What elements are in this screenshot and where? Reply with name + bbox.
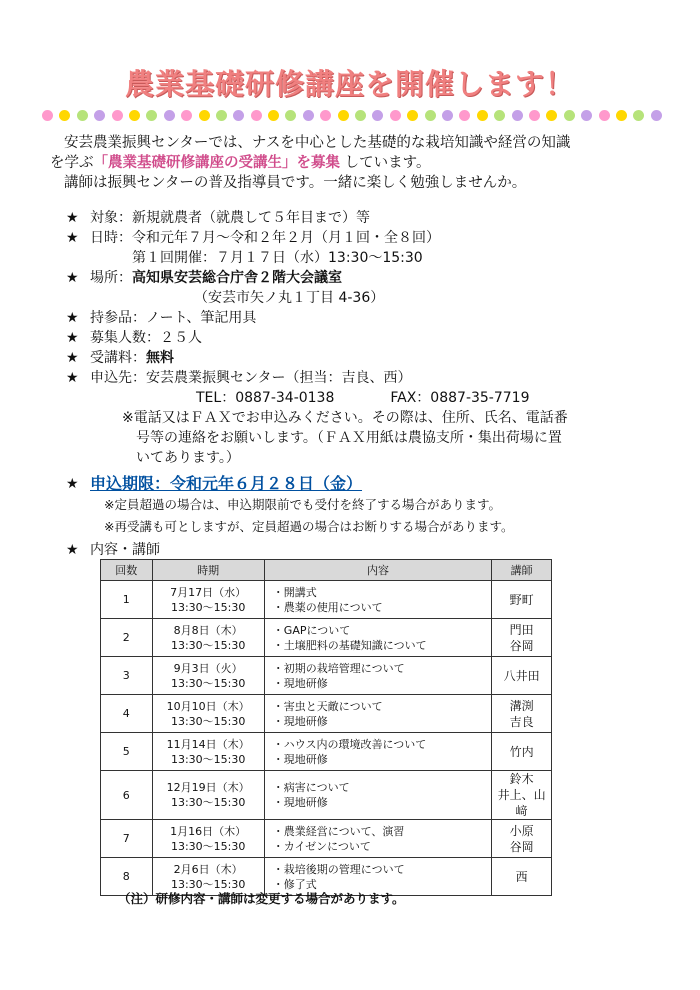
session-period: [152, 657, 264, 695]
dot: [459, 110, 470, 121]
dot: [199, 110, 210, 121]
session-date: 7月17日（水）: [170, 585, 247, 599]
dot: [320, 110, 331, 121]
recruit-highlight: 「農業基礎研修講座の受講生」を募集: [93, 155, 340, 171]
intro-line-1: 安芸農業振興センターでは、ナスを中心とした基礎的な栽培知識や経営の知識: [64, 135, 571, 151]
star-icon: ★: [66, 350, 79, 366]
table-header-row: [101, 560, 552, 581]
session-time: 13:30～15:30: [170, 877, 246, 891]
table-row: [101, 820, 552, 858]
session-number: 4: [101, 695, 153, 733]
star-icon: ★: [66, 230, 79, 246]
dot: [512, 110, 523, 121]
content-line-2: ・現地研修: [272, 752, 328, 766]
session-lecturer: [492, 771, 552, 820]
content-line-1: ・栽培後期の管理について: [272, 862, 405, 876]
session-time: 13:30～15:30: [170, 839, 246, 853]
session-lecturer: [492, 657, 552, 695]
apply-note-3: いてあります。）: [136, 450, 240, 466]
dot: [425, 110, 436, 121]
session-time: 13:30～15:30: [170, 796, 246, 809]
session-number: 2: [101, 619, 153, 657]
session-time: 13:30～15:30: [170, 600, 246, 614]
dot-divider: [42, 110, 662, 122]
session-date: 8月8日（木）: [173, 623, 243, 637]
dot: [285, 110, 296, 121]
content-line-2: ・土壌肥料の基礎知識について: [272, 638, 427, 652]
content-line-1: ・GAPについて: [272, 623, 351, 637]
intro-line-3: 講師は振興センターの普及指導員です。一緒に楽しく勉強しませんか。: [64, 175, 527, 191]
lecturer-line-1: 竹内: [509, 744, 534, 759]
star-icon: ★: [66, 476, 79, 492]
fee-text: 無料: [146, 350, 174, 366]
session-period: [152, 733, 264, 771]
session-content: [264, 820, 492, 858]
dot: [233, 110, 244, 121]
star-icon: ★: [66, 330, 79, 346]
session-number: 6: [101, 771, 153, 820]
content-line-1: ・病害について: [272, 781, 350, 794]
session-lecturer: [492, 820, 552, 858]
lecturer-line-1: 溝渕: [509, 698, 534, 713]
content-line-2: ・修了式: [272, 877, 317, 891]
item-deadline: [66, 474, 686, 494]
dot: [129, 110, 140, 121]
session-number: 1: [101, 581, 153, 619]
dot: [546, 110, 557, 121]
fax-text: FAX：0887-35-7719: [390, 390, 530, 406]
apply-note-2: 号等の連絡をお願いします。（ＦＡＸ用紙は農協支所・集出荷場に置: [136, 430, 562, 446]
item-contact: [66, 388, 686, 408]
dot: [407, 110, 418, 121]
lecturer-line-2: 谷岡: [509, 638, 534, 653]
session-period: [152, 820, 264, 858]
table-row: [101, 657, 552, 695]
intro-line-2-pre: を学ぶ: [50, 155, 94, 171]
star-icon: ★: [66, 542, 79, 558]
fee-label: 受講料：: [90, 350, 146, 366]
session-content: [264, 619, 492, 657]
session-time: 13:30～15:30: [170, 752, 246, 766]
dot: [77, 110, 88, 121]
session-date: 11月14日（木）: [166, 737, 250, 751]
star-icon: ★: [66, 370, 79, 386]
dot: [581, 110, 592, 121]
item-place: [66, 268, 686, 288]
session-lecturer: [492, 581, 552, 619]
header-lecturer: 講師: [492, 560, 552, 581]
dot: [616, 110, 627, 121]
dot: [372, 110, 383, 121]
footnote: （注）研修内容・講師は変更する場合があります。: [118, 891, 405, 906]
table-row: [101, 733, 552, 771]
content-line-2: ・現地研修: [272, 714, 328, 728]
date-text: 日時：令和元年７月～令和２年２月（月１回・全８回）: [90, 230, 440, 246]
deadline-note-2: ※再受講も可としますが、定員超過の場合はお断りする場合があります。: [104, 519, 514, 534]
session-content: [264, 771, 492, 820]
dot: [251, 110, 262, 121]
dot: [494, 110, 505, 121]
dot: [181, 110, 192, 121]
lecturer-line-1: 門田: [509, 622, 534, 637]
session-number: 5: [101, 733, 153, 771]
lecturer-line-1: 鈴木: [509, 772, 534, 786]
lecturer-line-2: 吉良: [509, 714, 534, 729]
content-line-1: ・ハウス内の環境改善について: [272, 737, 427, 751]
intro-line-2-post: しています。: [344, 155, 431, 171]
item-content: [66, 540, 686, 560]
star-icon: ★: [66, 270, 79, 286]
dot: [564, 110, 575, 121]
intro-paragraph: [50, 133, 680, 193]
lecturer-line-2: 谷岡: [509, 839, 534, 854]
lecturer-line-1: 野町: [509, 592, 534, 607]
session-period: [152, 695, 264, 733]
table-row: [101, 695, 552, 733]
table-row: [101, 619, 552, 657]
apply-text: 申込先：安芸農業振興センター（担当：吉良、西）: [90, 370, 412, 386]
lecturer-line-2: 井上、山﨑: [497, 788, 546, 818]
session-date: 1月16日（木）: [170, 824, 247, 838]
item-fee: [66, 348, 686, 368]
content-line-1: ・農業経営について、演習: [272, 824, 405, 838]
item-apply: [66, 368, 686, 388]
session-number: 3: [101, 657, 153, 695]
deadline-note-1: ※定員超過の場合は、申込期限前でも受付を終了する場合があります。: [104, 497, 501, 512]
lecturer-line-1: 八井田: [503, 668, 540, 683]
session-lecturer: [492, 858, 552, 896]
header-content: 内容: [264, 560, 492, 581]
content-line-1: ・害虫と天敵について: [272, 699, 383, 713]
item-date-first: [66, 248, 686, 268]
dot: [59, 110, 70, 121]
session-date: 12月19日（木）: [166, 781, 250, 794]
apply-note-1: ※電話又はＦＡＸでお申込みください。その際は、住所、氏名、電話番: [122, 410, 568, 426]
schedule-table: [100, 559, 552, 896]
header-num: 回数: [101, 560, 153, 581]
session-period: [152, 771, 264, 820]
content-line-1: ・開講式: [272, 585, 317, 599]
table-body: [101, 581, 552, 896]
dot: [355, 110, 366, 121]
session-content: [264, 657, 492, 695]
content-line-2: ・現地研修: [272, 676, 328, 690]
item-bring: [66, 308, 686, 328]
item-date: [66, 228, 686, 248]
session-time: 13:30～15:30: [170, 676, 246, 690]
session-time: 13:30～15:30: [170, 638, 246, 652]
place-label: 場所：: [90, 270, 132, 286]
page-title: 農業基礎研修講座を開催します！: [124, 67, 575, 101]
dot: [338, 110, 349, 121]
lecturer-line-1: 西: [515, 869, 528, 884]
dot: [164, 110, 175, 121]
content-line-2: ・現地研修: [272, 796, 328, 809]
dot: [599, 110, 610, 121]
dot: [303, 110, 314, 121]
capacity-text: 募集人数：２５人: [90, 330, 202, 346]
session-date: 2月6日（木）: [173, 862, 243, 876]
deadline-text: 申込期限：令和元年６月２８日（金）: [90, 474, 363, 493]
dot: [216, 110, 227, 121]
bring-text: 持参品：ノート、筆記用具: [90, 310, 257, 326]
session-content: [264, 581, 492, 619]
tel-text: TEL：0887-34-0138: [196, 390, 335, 406]
item-place-address: [66, 288, 686, 308]
place-address-text: （安芸市矢ノ丸１丁目 4-36）: [194, 290, 385, 306]
content-line-2: ・農薬の使用について: [272, 600, 383, 614]
session-period: [152, 619, 264, 657]
dot: [390, 110, 401, 121]
session-period: [152, 581, 264, 619]
dot: [42, 110, 53, 121]
session-date: 10月10日（木）: [166, 699, 250, 713]
session-lecturer: [492, 733, 552, 771]
item-capacity: [66, 328, 686, 348]
session-number: 7: [101, 820, 153, 858]
dot: [146, 110, 157, 121]
dot: [633, 110, 644, 121]
star-icon: ★: [66, 310, 79, 326]
session-lecturer: [492, 695, 552, 733]
target-text: 対象：新規就農者（就農して５年目まで）等: [90, 210, 370, 226]
header-period: 時期: [152, 560, 264, 581]
date-first-text: 第１回開催：７月１７日（水）13:30～15:30: [132, 250, 423, 266]
dot: [529, 110, 540, 121]
content-line-2: ・カイゼンについて: [272, 839, 371, 853]
table-row: [101, 771, 552, 820]
session-time: 13:30～15:30: [170, 714, 246, 728]
table-row: [101, 581, 552, 619]
content-line-1: ・初期の栽培管理について: [272, 661, 405, 675]
dot: [94, 110, 105, 121]
session-number: 8: [101, 858, 153, 896]
place-text: 高知県安芸総合庁舎２階大会議室: [132, 270, 342, 286]
item-target: [66, 208, 686, 228]
dot: [268, 110, 279, 121]
dot: [477, 110, 488, 121]
dot: [651, 110, 662, 121]
info-list: [66, 208, 686, 560]
dot: [442, 110, 453, 121]
dot: [112, 110, 123, 121]
lecturer-line-1: 小原: [509, 823, 534, 838]
intro-line-2: [50, 153, 680, 173]
star-icon: ★: [66, 210, 79, 226]
session-content: [264, 695, 492, 733]
session-lecturer: [492, 619, 552, 657]
session-date: 9月3日（火）: [173, 661, 243, 675]
session-content: [264, 733, 492, 771]
content-heading: 内容・講師: [90, 542, 160, 558]
